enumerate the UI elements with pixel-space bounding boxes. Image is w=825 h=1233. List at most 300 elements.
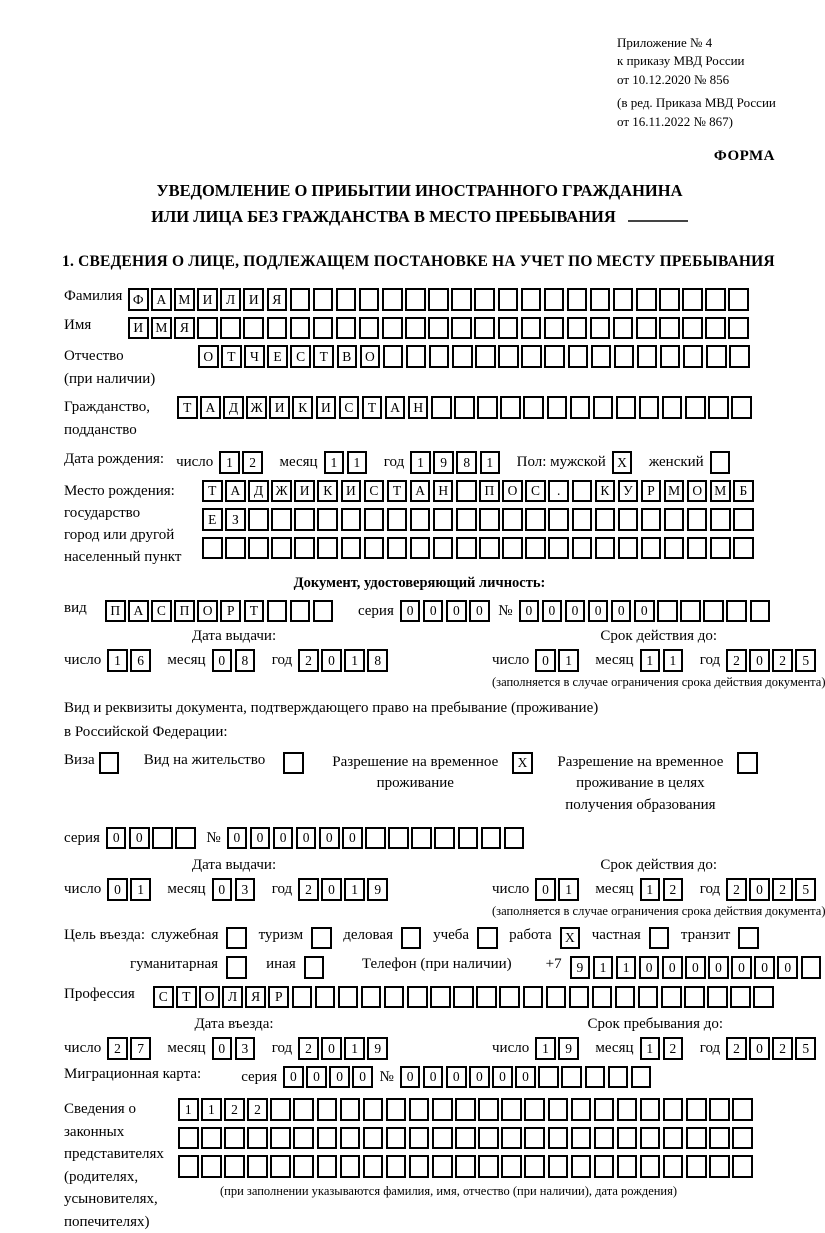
char-box[interactable] [267, 600, 288, 623]
char-box[interactable]: 0 [565, 600, 586, 623]
char-box[interactable]: Д [223, 396, 244, 419]
char-box[interactable] [226, 927, 247, 950]
char-box[interactable] [432, 1155, 453, 1178]
char-box[interactable] [664, 508, 685, 531]
char-box[interactable] [683, 345, 704, 368]
char-box[interactable] [523, 986, 544, 1009]
char-box[interactable]: 0 [106, 827, 127, 850]
char-box[interactable] [479, 537, 500, 560]
char-box[interactable] [710, 451, 731, 474]
char-box[interactable] [292, 986, 313, 1009]
char-box[interactable]: 0 [283, 1066, 304, 1089]
char-box[interactable] [737, 752, 758, 775]
char-box[interactable] [687, 508, 708, 531]
char-box[interactable]: 9 [433, 451, 454, 474]
char-box[interactable] [585, 1066, 606, 1089]
char-box[interactable] [271, 537, 292, 560]
char-box[interactable] [709, 1127, 730, 1150]
char-box[interactable] [313, 317, 334, 340]
doc-kind-boxes[interactable] [105, 600, 336, 623]
char-box[interactable]: 1 [178, 1098, 199, 1121]
char-box[interactable]: 9 [558, 1037, 579, 1060]
char-box[interactable]: Т [313, 345, 334, 368]
char-box[interactable]: Т [362, 396, 383, 419]
char-box[interactable] [613, 288, 634, 311]
char-box[interactable] [498, 317, 519, 340]
purpose-humanitarian-checkbox[interactable] [226, 956, 249, 979]
char-box[interactable]: Р [268, 986, 289, 1009]
char-box[interactable] [732, 1127, 753, 1150]
char-box[interactable]: Т [244, 600, 265, 623]
char-box[interactable] [615, 986, 636, 1009]
char-box[interactable] [388, 827, 409, 850]
char-box[interactable] [501, 1098, 522, 1121]
char-box[interactable] [686, 1098, 707, 1121]
purpose-official-checkbox[interactable] [226, 927, 249, 950]
entry-year[interactable] [298, 1037, 390, 1060]
birth-place-row3[interactable] [202, 537, 756, 560]
char-box[interactable] [409, 1127, 430, 1150]
char-box[interactable] [571, 1155, 592, 1178]
char-box[interactable] [428, 288, 449, 311]
char-box[interactable] [364, 508, 385, 531]
char-box[interactable]: О [502, 480, 523, 503]
char-box[interactable]: 8 [367, 649, 388, 672]
char-box[interactable] [481, 827, 502, 850]
char-box[interactable] [546, 986, 567, 1009]
char-box[interactable] [477, 396, 498, 419]
char-box[interactable] [336, 317, 357, 340]
char-box[interactable]: 0 [777, 956, 798, 979]
char-box[interactable] [502, 537, 523, 560]
char-box[interactable] [686, 1155, 707, 1178]
char-box[interactable] [429, 345, 450, 368]
char-box[interactable] [433, 508, 454, 531]
char-box[interactable]: Т [221, 345, 242, 368]
doc-valid-year[interactable] [726, 649, 818, 672]
char-box[interactable]: Ж [271, 480, 292, 503]
char-box[interactable] [475, 345, 496, 368]
char-box[interactable]: 9 [367, 1037, 388, 1060]
char-box[interactable]: И [243, 288, 264, 311]
char-box[interactable] [271, 508, 292, 531]
char-box[interactable]: 2 [663, 1037, 684, 1060]
char-box[interactable] [410, 508, 431, 531]
char-box[interactable] [175, 827, 196, 850]
char-box[interactable] [432, 1098, 453, 1121]
char-box[interactable]: 2 [242, 451, 263, 474]
char-box[interactable]: X [512, 752, 533, 775]
char-box[interactable] [617, 1155, 638, 1178]
char-box[interactable] [474, 288, 495, 311]
char-box[interactable] [595, 508, 616, 531]
char-box[interactable]: З [225, 508, 246, 531]
char-box[interactable]: 1 [640, 1037, 661, 1060]
char-box[interactable]: С [364, 480, 385, 503]
char-box[interactable]: 0 [588, 600, 609, 623]
temp-residence-edu-checkbox[interactable] [737, 752, 760, 775]
char-box[interactable]: 0 [107, 878, 128, 901]
char-box[interactable] [315, 986, 336, 1009]
char-box[interactable] [728, 288, 749, 311]
purpose-other-checkbox[interactable] [304, 956, 327, 979]
char-box[interactable]: О [197, 600, 218, 623]
char-box[interactable] [708, 396, 729, 419]
char-box[interactable] [595, 537, 616, 560]
char-box[interactable]: 0 [731, 956, 752, 979]
char-box[interactable] [313, 600, 334, 623]
char-box[interactable] [340, 1155, 361, 1178]
char-box[interactable] [613, 317, 634, 340]
entry-day[interactable] [107, 1037, 153, 1060]
char-box[interactable] [197, 317, 218, 340]
representatives-row1[interactable] [178, 1098, 755, 1121]
char-box[interactable]: С [525, 480, 546, 503]
char-box[interactable] [524, 1127, 545, 1150]
char-box[interactable]: И [316, 396, 337, 419]
char-box[interactable] [524, 1098, 545, 1121]
char-box[interactable] [152, 827, 173, 850]
char-box[interactable]: 1 [344, 649, 365, 672]
char-box[interactable]: И [294, 480, 315, 503]
char-box[interactable]: 0 [515, 1066, 536, 1089]
char-box[interactable] [359, 288, 380, 311]
char-box[interactable] [504, 827, 525, 850]
char-box[interactable]: 1 [130, 878, 151, 901]
char-box[interactable]: И [128, 317, 149, 340]
residence-series-boxes[interactable] [106, 827, 198, 850]
doc-valid-day[interactable] [535, 649, 581, 672]
char-box[interactable] [317, 1127, 338, 1150]
char-box[interactable] [726, 600, 747, 623]
char-box[interactable] [618, 537, 639, 560]
char-box[interactable]: С [290, 345, 311, 368]
char-box[interactable] [454, 396, 475, 419]
char-box[interactable] [409, 1098, 430, 1121]
purpose-study-checkbox[interactable] [477, 927, 500, 950]
char-box[interactable]: 0 [492, 1066, 513, 1089]
char-box[interactable] [657, 600, 678, 623]
char-box[interactable] [594, 1127, 615, 1150]
char-box[interactable] [479, 508, 500, 531]
char-box[interactable] [663, 1155, 684, 1178]
char-box[interactable]: 0 [321, 649, 342, 672]
char-box[interactable]: С [153, 986, 174, 1009]
char-box[interactable] [409, 1155, 430, 1178]
char-box[interactable] [455, 1155, 476, 1178]
char-box[interactable]: 0 [400, 1066, 421, 1089]
char-box[interactable] [451, 317, 472, 340]
char-box[interactable] [498, 345, 519, 368]
stay-year[interactable] [726, 1037, 818, 1060]
char-box[interactable]: 0 [469, 600, 490, 623]
char-box[interactable] [659, 288, 680, 311]
char-box[interactable]: 1 [201, 1098, 222, 1121]
char-box[interactable] [290, 317, 311, 340]
char-box[interactable] [592, 986, 613, 1009]
char-box[interactable]: О [360, 345, 381, 368]
given-name-boxes[interactable] [128, 317, 752, 340]
char-box[interactable] [383, 345, 404, 368]
char-box[interactable] [686, 1127, 707, 1150]
purpose-private-checkbox[interactable] [649, 927, 672, 950]
char-box[interactable] [224, 1127, 245, 1150]
char-box[interactable]: 2 [247, 1098, 268, 1121]
char-box[interactable] [220, 317, 241, 340]
birth-day-boxes[interactable] [219, 451, 265, 474]
patronymic-boxes[interactable] [198, 345, 752, 368]
char-box[interactable]: С [339, 396, 360, 419]
char-box[interactable]: X [560, 927, 581, 950]
char-box[interactable]: Ч [244, 345, 265, 368]
doc-issue-month[interactable] [212, 649, 258, 672]
char-box[interactable]: 0 [212, 1037, 233, 1060]
char-box[interactable]: 1 [535, 1037, 556, 1060]
residence-permit-checkbox[interactable] [283, 752, 306, 775]
char-box[interactable] [201, 1127, 222, 1150]
char-box[interactable]: И [269, 396, 290, 419]
char-box[interactable] [225, 537, 246, 560]
char-box[interactable] [363, 1098, 384, 1121]
char-box[interactable]: Р [220, 600, 241, 623]
char-box[interactable] [407, 986, 428, 1009]
char-box[interactable] [640, 1127, 661, 1150]
char-box[interactable] [178, 1127, 199, 1150]
char-box[interactable] [591, 345, 612, 368]
doc-issue-day[interactable] [107, 649, 153, 672]
char-box[interactable]: 1 [663, 649, 684, 672]
char-box[interactable]: 2 [772, 649, 793, 672]
char-box[interactable] [709, 1155, 730, 1178]
purpose-business-checkbox[interactable] [401, 927, 424, 950]
char-box[interactable]: М [710, 480, 731, 503]
char-box[interactable] [710, 537, 731, 560]
char-box[interactable] [248, 537, 269, 560]
char-box[interactable] [616, 396, 637, 419]
char-box[interactable]: 0 [352, 1066, 373, 1089]
char-box[interactable]: О [198, 345, 219, 368]
char-box[interactable]: 0 [321, 878, 342, 901]
char-box[interactable]: 0 [319, 827, 340, 850]
char-box[interactable]: 8 [235, 649, 256, 672]
char-box[interactable] [290, 288, 311, 311]
char-box[interactable] [732, 1098, 753, 1121]
char-box[interactable]: 1 [107, 649, 128, 672]
char-box[interactable] [247, 1127, 268, 1150]
char-box[interactable]: 8 [456, 451, 477, 474]
citizenship-boxes[interactable] [177, 396, 754, 419]
char-box[interactable] [477, 927, 498, 950]
char-box[interactable]: А [225, 480, 246, 503]
char-box[interactable] [682, 288, 703, 311]
char-box[interactable] [387, 508, 408, 531]
char-box[interactable]: 1 [593, 956, 614, 979]
char-box[interactable]: 2 [726, 878, 747, 901]
char-box[interactable] [405, 317, 426, 340]
char-box[interactable] [361, 986, 382, 1009]
char-box[interactable]: 0 [423, 600, 444, 623]
char-box[interactable]: 1 [558, 878, 579, 901]
char-box[interactable] [363, 1127, 384, 1150]
char-box[interactable] [386, 1127, 407, 1150]
char-box[interactable] [243, 317, 264, 340]
char-box[interactable] [311, 927, 332, 950]
char-box[interactable] [283, 752, 304, 775]
char-box[interactable] [544, 345, 565, 368]
char-box[interactable] [294, 537, 315, 560]
char-box[interactable]: 1 [480, 451, 501, 474]
char-box[interactable] [500, 396, 521, 419]
char-box[interactable] [569, 986, 590, 1009]
char-box[interactable] [478, 1155, 499, 1178]
char-box[interactable] [732, 1155, 753, 1178]
birth-year-boxes[interactable] [410, 451, 502, 474]
char-box[interactable] [733, 537, 754, 560]
char-box[interactable]: 0 [227, 827, 248, 850]
char-box[interactable]: 0 [519, 600, 540, 623]
char-box[interactable] [661, 986, 682, 1009]
char-box[interactable] [317, 1155, 338, 1178]
char-box[interactable] [525, 537, 546, 560]
char-box[interactable]: О [687, 480, 708, 503]
stay-day[interactable] [535, 1037, 581, 1060]
char-box[interactable]: Б [733, 480, 754, 503]
residence-valid-year[interactable] [726, 878, 818, 901]
char-box[interactable] [340, 1127, 361, 1150]
char-box[interactable] [801, 956, 822, 979]
char-box[interactable]: У [618, 480, 639, 503]
char-box[interactable] [570, 396, 591, 419]
char-box[interactable] [434, 827, 455, 850]
temp-residence-checkbox[interactable] [512, 752, 535, 775]
char-box[interactable] [401, 927, 422, 950]
char-box[interactable] [386, 1098, 407, 1121]
char-box[interactable] [363, 1155, 384, 1178]
char-box[interactable]: 0 [212, 878, 233, 901]
char-box[interactable] [547, 396, 568, 419]
char-box[interactable]: 0 [634, 600, 655, 623]
char-box[interactable] [662, 396, 683, 419]
char-box[interactable]: 1 [344, 1037, 365, 1060]
char-box[interactable] [248, 508, 269, 531]
char-box[interactable] [474, 317, 495, 340]
char-box[interactable] [707, 986, 728, 1009]
char-box[interactable] [641, 508, 662, 531]
char-box[interactable]: . [548, 480, 569, 503]
visa-checkbox[interactable] [99, 752, 122, 775]
char-box[interactable]: Т [387, 480, 408, 503]
char-box[interactable] [501, 1127, 522, 1150]
char-box[interactable] [729, 345, 750, 368]
char-box[interactable] [99, 752, 120, 775]
char-box[interactable]: М [174, 288, 195, 311]
char-box[interactable] [733, 508, 754, 531]
doc-number-boxes[interactable] [519, 600, 773, 623]
char-box[interactable] [336, 288, 357, 311]
residence-issue-day[interactable] [107, 878, 153, 901]
char-box[interactable]: О [199, 986, 220, 1009]
char-box[interactable]: 0 [423, 1066, 444, 1089]
char-box[interactable] [731, 396, 752, 419]
char-box[interactable]: Ф [128, 288, 149, 311]
char-box[interactable] [406, 345, 427, 368]
char-box[interactable] [638, 986, 659, 1009]
char-box[interactable] [456, 508, 477, 531]
char-box[interactable]: X [612, 451, 633, 474]
char-box[interactable]: П [105, 600, 126, 623]
char-box[interactable] [705, 317, 726, 340]
char-box[interactable]: 5 [795, 649, 816, 672]
residence-issue-month[interactable] [212, 878, 258, 901]
char-box[interactable] [640, 1155, 661, 1178]
char-box[interactable] [382, 288, 403, 311]
char-box[interactable]: 0 [639, 956, 660, 979]
char-box[interactable] [593, 396, 614, 419]
char-box[interactable] [405, 288, 426, 311]
char-box[interactable]: 0 [535, 878, 556, 901]
char-box[interactable]: 0 [400, 600, 421, 623]
char-box[interactable] [293, 1127, 314, 1150]
char-box[interactable]: 2 [726, 1037, 747, 1060]
char-box[interactable]: Я [267, 288, 288, 311]
char-box[interactable]: 0 [469, 1066, 490, 1089]
doc-issue-year[interactable] [298, 649, 390, 672]
char-box[interactable] [572, 480, 593, 503]
char-box[interactable]: Я [245, 986, 266, 1009]
profession-boxes[interactable] [153, 986, 777, 1009]
char-box[interactable]: 0 [129, 827, 150, 850]
char-box[interactable] [478, 1127, 499, 1150]
char-box[interactable]: Т [177, 396, 198, 419]
surname-boxes[interactable] [128, 288, 752, 311]
doc-series-boxes[interactable] [400, 600, 492, 623]
entry-month[interactable] [212, 1037, 258, 1060]
char-box[interactable] [663, 1098, 684, 1121]
char-box[interactable]: 0 [749, 1037, 770, 1060]
char-box[interactable]: П [174, 600, 195, 623]
char-box[interactable]: 0 [212, 649, 233, 672]
char-box[interactable] [709, 1098, 730, 1121]
char-box[interactable] [617, 1098, 638, 1121]
char-box[interactable]: И [341, 480, 362, 503]
phone-boxes[interactable] [570, 956, 824, 979]
char-box[interactable]: 2 [663, 878, 684, 901]
char-box[interactable]: Т [176, 986, 197, 1009]
char-box[interactable] [636, 288, 657, 311]
stay-month[interactable] [640, 1037, 686, 1060]
char-box[interactable] [753, 986, 774, 1009]
char-box[interactable] [521, 288, 542, 311]
char-box[interactable]: 0 [306, 1066, 327, 1089]
char-box[interactable]: 7 [130, 1037, 151, 1060]
char-box[interactable]: 0 [754, 956, 775, 979]
char-box[interactable]: 2 [726, 649, 747, 672]
char-box[interactable] [478, 1098, 499, 1121]
char-box[interactable]: 1 [616, 956, 637, 979]
char-box[interactable]: 2 [224, 1098, 245, 1121]
char-box[interactable] [590, 288, 611, 311]
char-box[interactable] [594, 1155, 615, 1178]
char-box[interactable] [680, 600, 701, 623]
char-box[interactable] [317, 1098, 338, 1121]
char-box[interactable]: А [151, 288, 172, 311]
birth-month-boxes[interactable] [324, 451, 370, 474]
char-box[interactable]: 0 [542, 600, 563, 623]
char-box[interactable]: 6 [130, 649, 151, 672]
char-box[interactable]: 0 [250, 827, 271, 850]
char-box[interactable] [270, 1155, 291, 1178]
char-box[interactable] [201, 1155, 222, 1178]
